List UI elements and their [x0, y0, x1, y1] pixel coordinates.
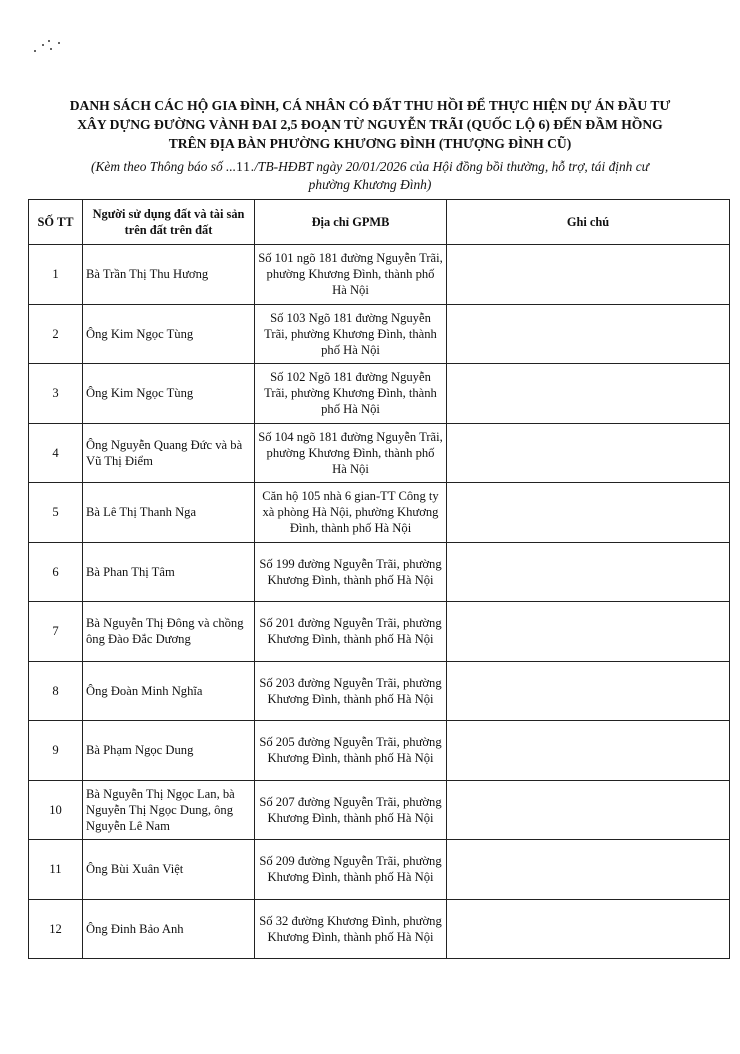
cell-name: Ông Bùi Xuân Việt [83, 840, 255, 900]
cell-note [447, 780, 730, 840]
cell-address: Số 104 ngõ 181 đường Nguyễn Trãi, phường Khương Đình, thành phố Hà Nội [255, 423, 447, 483]
table-row [29, 304, 730, 364]
subtitle-suffix: ./TB-HĐBT ngày 20/01/2026 của Hội đồng bồi thường, hỗ trợ, tái định cư [250, 159, 649, 174]
cell-name: Ông Nguyễn Quang Đức và bà Vũ Thị Điểm [83, 423, 255, 483]
subtitle-line2: phường Khương Đình) [308, 177, 432, 192]
table-row [29, 661, 730, 721]
cell-stt: 3 [29, 364, 83, 424]
cell-note [447, 483, 730, 543]
subtitle-prefix: (Kèm theo Thông báo số ... [91, 159, 237, 174]
cell-stt: 11 [29, 840, 83, 900]
table-row [29, 245, 730, 305]
table-row [29, 840, 730, 900]
document-title [40, 96, 700, 153]
cell-address: Số 205 đường Nguyễn Trãi, phường Khương Đình, thành phố Hà Nội [255, 721, 447, 781]
table-row [29, 542, 730, 602]
cell-stt: 9 [29, 721, 83, 781]
table-row [29, 899, 730, 959]
table-header-row [29, 200, 730, 245]
cell-address: Số 102 Ngõ 181 đường Nguyễn Trãi, phường Khương Đình, thành phố Hà Nội [255, 364, 447, 424]
table-row [29, 602, 730, 662]
header-address: Địa chỉ GPMB [255, 200, 447, 245]
header-note: Ghi chú [447, 200, 730, 245]
cell-stt: 10 [29, 780, 83, 840]
cell-address: Số 203 đường Nguyễn Trãi, phường Khương Đình, thành phố Hà Nội [255, 661, 447, 721]
header-name: Người sử dụng đất và tài sản trên đất trên đất [83, 200, 255, 245]
scan-speck [50, 48, 52, 50]
title-line: DANH SÁCH CÁC HỘ GIA ĐÌNH, CÁ NHÂN CÓ ĐẤT THU HỒI ĐỂ THỰC HIỆN DỰ ÁN ĐẦU TƯ [69, 98, 671, 113]
cell-name: Bà Trần Thị Thu Hương [83, 245, 255, 305]
cell-note [447, 304, 730, 364]
cell-name: Bà Lê Thị Thanh Nga [83, 483, 255, 543]
cell-note [447, 899, 730, 959]
cell-stt: 12 [29, 899, 83, 959]
scan-speck [42, 44, 44, 46]
cell-note [447, 721, 730, 781]
household-table [28, 199, 730, 959]
cell-name: Ông Kim Ngọc Tùng [83, 304, 255, 364]
scan-speck [58, 42, 60, 44]
table-row [29, 721, 730, 781]
scan-speck [34, 50, 36, 52]
title-line: TRÊN ĐỊA BÀN PHƯỜNG KHƯƠNG ĐÌNH (THƯỢNG ĐÌNH CŨ) [168, 136, 572, 151]
cell-note [447, 364, 730, 424]
notice-number: 11 [236, 159, 251, 174]
cell-address: Số 32 đường Khương Đình, phường Khương Đình, thành phố Hà Nội [255, 899, 447, 959]
cell-address: Số 207 đường Nguyễn Trãi, phường Khương Đình, thành phố Hà Nội [255, 780, 447, 840]
cell-stt: 7 [29, 602, 83, 662]
cell-name: Bà Nguyễn Thị Ngọc Lan, bà Nguyễn Thị Ngọc Dung, ông Nguyễn Lê Nam [83, 780, 255, 840]
cell-note [447, 840, 730, 900]
cell-address: Căn hộ 105 nhà 6 gian-TT Công ty xà phòng Hà Nội, phường Khương Đình, thành phố Hà Nội [255, 483, 447, 543]
cell-note [447, 542, 730, 602]
cell-name: Bà Phan Thị Tâm [83, 542, 255, 602]
cell-name: Bà Phạm Ngọc Dung [83, 721, 255, 781]
header-stt: SỐ TT [29, 200, 83, 245]
scan-specks [30, 38, 70, 58]
cell-name: Bà Nguyễn Thị Đông và chồng ông Đào Đắc Dương [83, 602, 255, 662]
cell-stt: 4 [29, 423, 83, 483]
table-row [29, 780, 730, 840]
cell-stt: 2 [29, 304, 83, 364]
cell-name: Ông Kim Ngọc Tùng [83, 364, 255, 424]
cell-address: Số 101 ngõ 181 đường Nguyễn Trãi, phường Khương Đình, thành phố Hà Nội [255, 245, 447, 305]
cell-name: Ông Đinh Bảo Anh [83, 899, 255, 959]
cell-address: Số 209 đường Nguyễn Trãi, phường Khương Đình, thành phố Hà Nội [255, 840, 447, 900]
cell-stt: 5 [29, 483, 83, 543]
document-subtitle [40, 158, 700, 194]
cell-stt: 1 [29, 245, 83, 305]
table-row [29, 364, 730, 424]
cell-note [447, 602, 730, 662]
table-row [29, 423, 730, 483]
scan-speck [48, 40, 50, 42]
cell-address: Số 201 đường Nguyễn Trãi, phường Khương Đình, thành phố Hà Nội [255, 602, 447, 662]
cell-note [447, 245, 730, 305]
cell-name: Ông Đoàn Minh Nghĩa [83, 661, 255, 721]
cell-address: Số 199 đường Nguyễn Trãi, phường Khương Đình, thành phố Hà Nội [255, 542, 447, 602]
table-row [29, 483, 730, 543]
cell-stt: 8 [29, 661, 83, 721]
cell-note [447, 423, 730, 483]
cell-stt: 6 [29, 542, 83, 602]
cell-note [447, 661, 730, 721]
title-line: XÂY DỰNG ĐƯỜNG VÀNH ĐAI 2,5 ĐOẠN TỪ NGUYỄN TRÃI (QUỐC LỘ 6) ĐẾN ĐẦM HỒNG [77, 117, 663, 132]
cell-address: Số 103 Ngõ 181 đường Nguyễn Trãi, phường Khương Đình, thành phố Hà Nội [255, 304, 447, 364]
